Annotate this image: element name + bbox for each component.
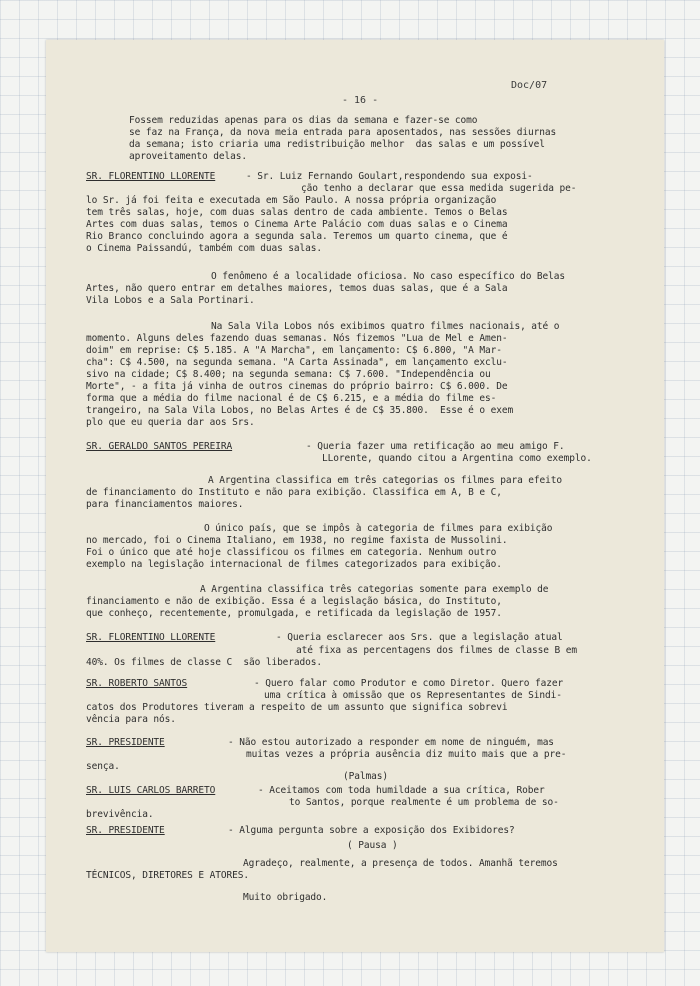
speech-text: - Queria esclarecer aos Srs. que a legislação atual [276,632,563,643]
speaker-name: SR. FLORENTINO LLORENTE [86,171,216,182]
paragraph: A Argentina classifica três categorias somente para exemplo de financiamento e não de exibição. Essa é a legislação básica, do Instituto, que conheço, recentemente, promulgada, e retificada da legislação de 1957. [86,584,549,619]
speech-text: - Queria fazer uma retificação ao meu amigo F. [306,441,565,452]
paragraph: O fenômeno é a localidade oficiosa. No caso específico do Belas Artes, não quero entrar em detalhes maiores, temos duas salas, que é a Sala Vila Lobos e a Sala Portinari. [86,271,566,306]
speech-text: - Aceitamos com toda humildade a sua crítica, Rober [258,785,545,796]
paragraph: Na Sala Vila Lobos nós exibimos quatro filmes nacionais, até o momento. Alguns deles fazendo duas semanas. Nós fizemos "Lua de Mel e Amen- doim" em reprise: C$ 5.185. A "A Marcha", em lançamento: C$ 6.800, "A Mar- cha": C$ 4.500, na segunda semana. "A Carta Assinada", em lançamento exclu- sivo na cidade; C$ 8.400; na segunda semana: C$ 7.600. "Independência ou Morte", - a fita já vinha de outros cinemas do próprio bairro: C$ 6.000. De forma que a média do filme nacional é de C$ 6.215, e a média do filme es- trangeiro, na Sala Vila Lobos, no Belas Artes é de C$ 35.800. Esse é o exem plo que eu queria dar aos Srs. [86,321,560,428]
paragraph: A Argentina classifica em três categorias os filmes para efeito de financiamento do Instituto e não para exibição. Classifica em A, B e C, para financiamentos maiores. [86,475,563,510]
speaker-name: SR. GERALDO SANTOS PEREIRA [86,441,233,452]
speaker-name: SR. FLORENTINO LLORENTE [86,632,216,643]
speech-text: até fixa as percentagens dos filmes de classe B em 40%. Os filmes de classe C são liberados. [86,645,577,668]
document-reference: Doc/07 [511,80,548,91]
speech-text: - Sr. Luiz Fernando Goulart,respondendo sua exposi- [246,171,533,182]
stage-direction: (Palmas) [343,771,388,782]
closing-thanks: Muito obrigado. [243,892,328,903]
closing-paragraph: Agradeço, realmente, a presença de todos. Amanhã teremos TÉCNICOS, DIRETORES E ATORES. [86,858,558,881]
paragraph: O único país, que se impôs à categoria de filmes para exibição no mercado, foi o Cinema Italiano, em 1938, no regime faxista de Mussolini. Foi o único que até hoje classificou os filmes em categoria. Nenhum outro exemplo na legislação internacional de filmes categorizados para exibição. [86,523,553,570]
speech-text: ção tenho a declarar que essa medida sugerida pe- lo Sr. já foi feita e executada em São Paulo. A nossa própria organização tem três salas, hoje, com duas salas dentro de cada ambiente. Temos o Belas Artes com duas salas, temos o Cinema Arte Palácio com duas salas e o Cinema Rio Branco concluindo agora a segunda sala. Teremos um quarto cinema, que é o Cinema Paissandú, também com duas salas. [86,183,577,254]
speech-text: uma crítica à omissão que os Representantes de Sindi- catos dos Produtores tiveram a respeito de um assunto que significa sobrevi vência para nós. [86,690,562,725]
stage-direction: ( Pausa ) [347,840,398,851]
speaker-name: SR. PRESIDENTE [86,825,165,836]
speech-text: LLorente, quando citou a Argentina como exemplo. [322,453,592,464]
speaker-name: SR. PRESIDENTE [86,737,165,748]
page-number: - 16 - [342,95,379,106]
speaker-name: SR. ROBERTO SANTOS [86,678,188,689]
speech-text: muitas vezes a própria ausência diz muito mais que a pre- sença. [86,749,567,772]
paragraph-intro: Fossem reduzidas apenas para os dias da semana e fazer-se como se faz na França, da nova meia entrada para aposentados, nas sessões diurnas da semana; isto criaria uma redistribuição melhor das salas e um possível aproveitamento delas. [129,115,557,162]
speech-text: to Santos, porque realmente é um problema de so- brevivência. [86,797,559,820]
speech-text: - Quero falar como Produtor e como Diretor. Quero fazer [254,678,564,689]
speech-text: - Alguma pergunta sobre a exposição dos Exibidores? [228,825,515,836]
speech-text: - Não estou autorizado a responder em nome de ninguém, mas [228,737,554,748]
speaker-name: SR. LUIS CARLOS BARRETO [86,785,216,796]
